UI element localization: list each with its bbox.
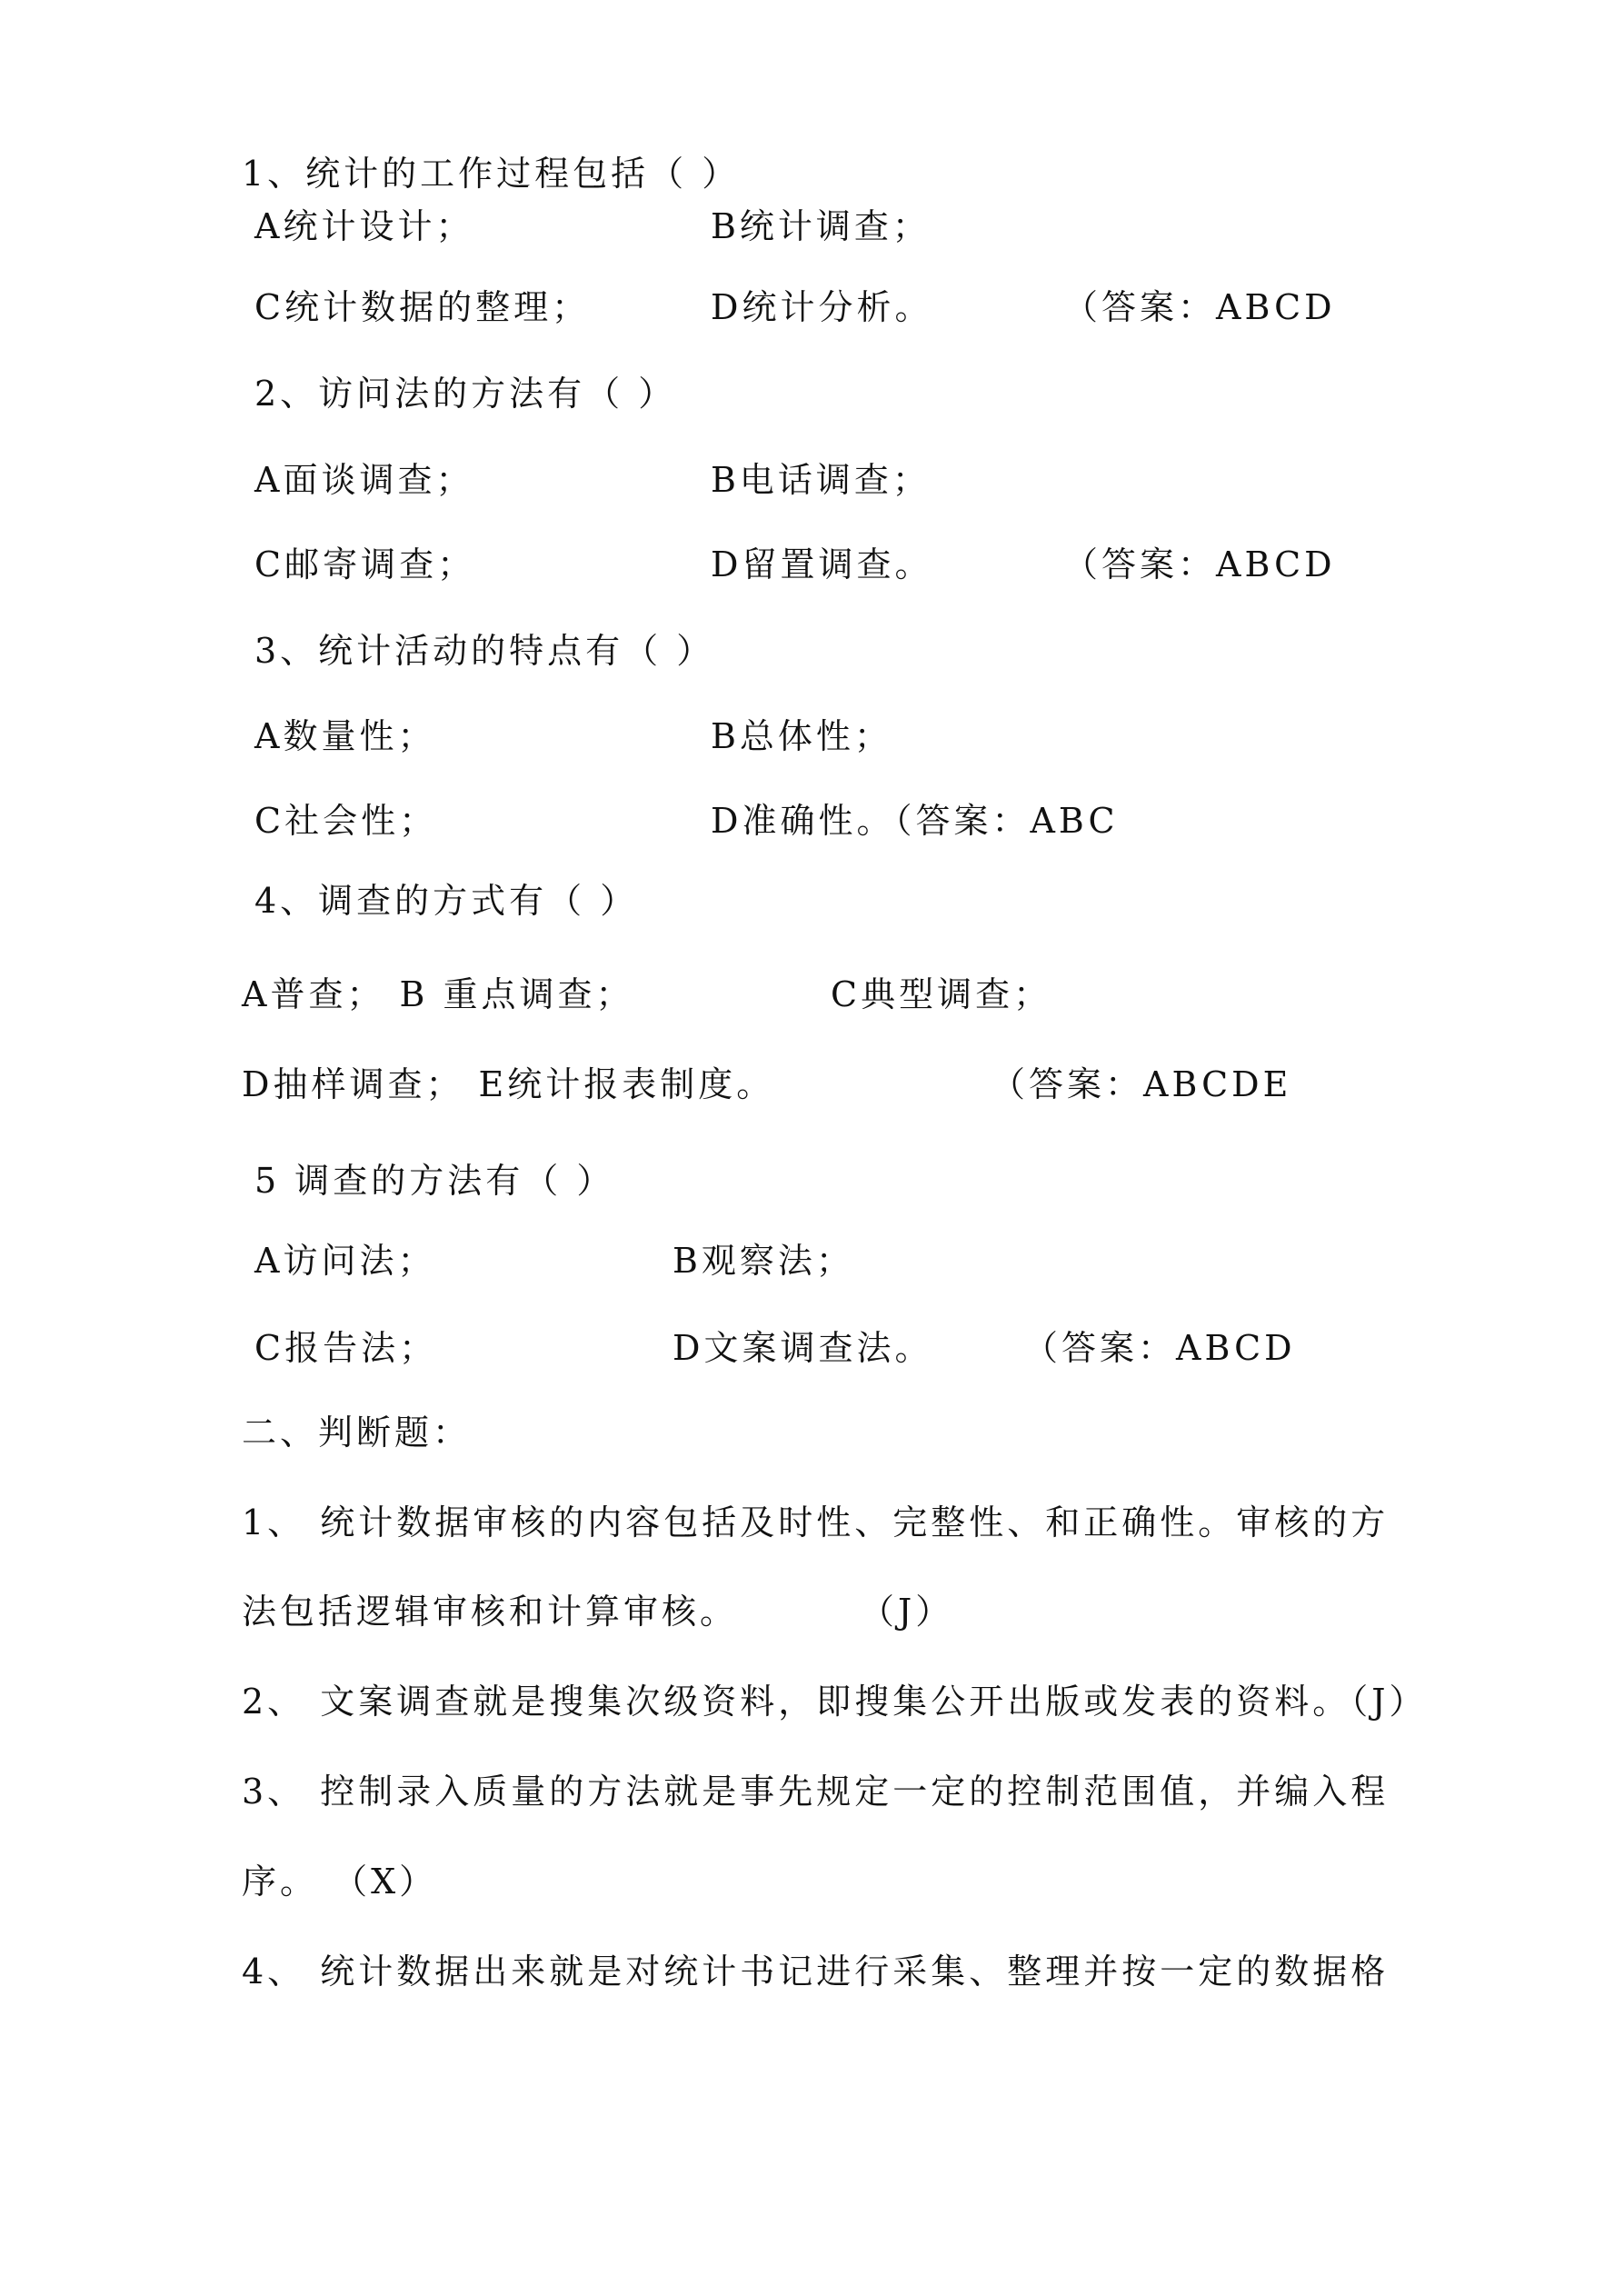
q5-option-a: A访问法； bbox=[254, 1241, 436, 1281]
q4-option-c: C典型调查； bbox=[831, 974, 1052, 1014]
q2-answer: （答案：ABCD bbox=[1063, 544, 1336, 584]
q3-option-d-answer: D准确性。（答案：ABC bbox=[711, 801, 1119, 841]
q4-option-ab: A普查； B 重点调查； bbox=[242, 974, 634, 1014]
q2-stem: 2、访问法的方法有（ ） bbox=[254, 374, 677, 414]
tf1-line2: 法包括逻辑审核和计算审核。 bbox=[242, 1592, 739, 1632]
q4-answer: （答案：ABCDE bbox=[991, 1064, 1292, 1104]
q2-option-b: B电话调查； bbox=[711, 460, 931, 500]
q5-option-d: D文案调查法。 bbox=[673, 1328, 933, 1368]
q3-stem: 3、统计活动的特点有（ ） bbox=[254, 631, 715, 671]
q3-option-c: C社会性； bbox=[254, 801, 438, 841]
q5-option-b: B观察法； bbox=[673, 1241, 854, 1281]
q1-option-c: C统计数据的整理； bbox=[254, 287, 591, 327]
q1-stem: 1、统计的工作过程包括（ ） bbox=[242, 154, 741, 194]
tf3-line1: 3、 控制录入质量的方法就是事先规定一定的控制范围值，并编入程 bbox=[242, 1772, 1390, 1812]
q4-option-de: D抽样调查； E统计报表制度。 bbox=[242, 1064, 775, 1104]
q1-option-b: B统计调查； bbox=[711, 206, 931, 246]
q2-option-a: A面谈调查； bbox=[254, 460, 474, 500]
q5-option-c: C报告法； bbox=[254, 1328, 438, 1368]
tf1-mark: （J） bbox=[860, 1592, 954, 1632]
q1-option-d: D统计分析。 bbox=[711, 287, 933, 327]
tf3-line2: 序。 （X） bbox=[242, 1862, 438, 1902]
q3-option-a: A数量性； bbox=[254, 716, 436, 756]
q1-answer: （答案：ABCD bbox=[1063, 287, 1336, 327]
tf1-line1: 1、 统计数据审核的内容包括及时性、完整性、和正确性。审核的方 bbox=[242, 1502, 1390, 1542]
tf4-line1: 4、 统计数据出来就是对统计书记进行采集、整理并按一定的数据格 bbox=[242, 1952, 1390, 1992]
q2-option-d: D留置调查。 bbox=[711, 544, 933, 584]
q2-option-c: C邮寄调查； bbox=[254, 544, 476, 584]
q5-stem: 5 调查的方法有（ ） bbox=[254, 1161, 615, 1201]
q5-answer: （答案：ABCD bbox=[1023, 1328, 1296, 1368]
q4-stem: 4、调查的方式有（ ） bbox=[254, 881, 639, 921]
section2-title: 二、判断题： bbox=[242, 1413, 472, 1452]
tf2-line: 2、 文案调查就是搜集次级资料，即搜集公开出版或发表的资料。（J） bbox=[242, 1682, 1428, 1722]
q3-option-b: B总体性； bbox=[711, 716, 892, 756]
q1-option-a: A统计设计； bbox=[254, 206, 474, 246]
